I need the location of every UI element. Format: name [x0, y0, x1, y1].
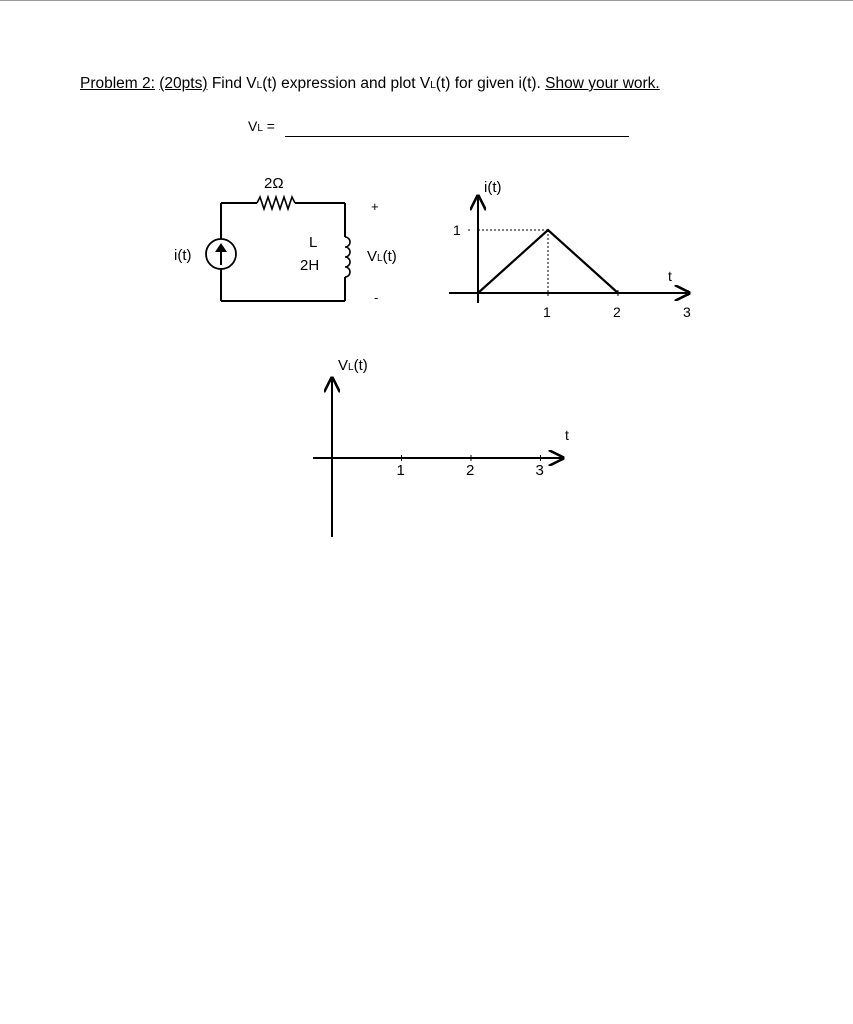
- chart-it-y-tick-label: 1: [453, 222, 461, 238]
- resistor-label: 2Ω: [264, 175, 284, 192]
- chart-vl-ylabel: [338, 357, 368, 374]
- chart-vl-xlabel: t: [565, 427, 569, 443]
- chart-vl-ylabel-v: V: [338, 357, 349, 374]
- problem-points: (20pts): [159, 75, 208, 92]
- chart-vl-ylabel-suffix: (t): [353, 357, 368, 374]
- voltage-label: [367, 248, 397, 265]
- show-work-instruction: Show your work.: [545, 75, 660, 92]
- answer-equals: =: [262, 118, 275, 134]
- plus-sign: +: [371, 199, 379, 214]
- chart-it-x-tick-label: 1: [543, 304, 551, 320]
- chart-it-x-tick-label: 2: [613, 304, 621, 320]
- inductor-letter: L: [309, 234, 318, 251]
- chart-it-x-tick-label: 3: [683, 304, 691, 320]
- chart-vl-x-tick-label: 2: [466, 462, 475, 479]
- answer-v-label: V: [248, 118, 258, 134]
- voltage-label-sub: L: [377, 253, 383, 264]
- answer-subscript: L: [257, 123, 263, 134]
- chart-vl-x-tick-label: 3: [535, 462, 544, 479]
- chart-it: [449, 179, 691, 320]
- inductor-value: 2H: [300, 257, 320, 274]
- problem-text-3: (t) for given i(t).: [435, 75, 546, 92]
- problem-text-1: Find V: [207, 75, 257, 92]
- chart-it-marks: [453, 222, 691, 320]
- chart-it-xlabel: t: [668, 268, 672, 284]
- subscript-l-2: L: [430, 80, 436, 91]
- chart-vl-x-tick-label: 1: [396, 462, 405, 479]
- chart-vl: [313, 357, 569, 537]
- chart-it-ylabel: i(t): [484, 179, 502, 196]
- circuit-diagram: [174, 175, 397, 305]
- chart-vl-ylabel-sub: L: [348, 362, 354, 373]
- minus-sign: -: [374, 290, 379, 305]
- voltage-label-suffix: (t): [382, 248, 397, 265]
- voltage-label-v: V: [367, 248, 378, 265]
- subscript-l-1: L: [256, 80, 263, 91]
- resistor-icon: [257, 197, 295, 209]
- inductor-icon: [345, 237, 350, 277]
- problem-text-2: (t) expression and plot V: [262, 75, 431, 92]
- problem-label: Problem 2:: [80, 75, 155, 92]
- source-label: i(t): [174, 247, 192, 264]
